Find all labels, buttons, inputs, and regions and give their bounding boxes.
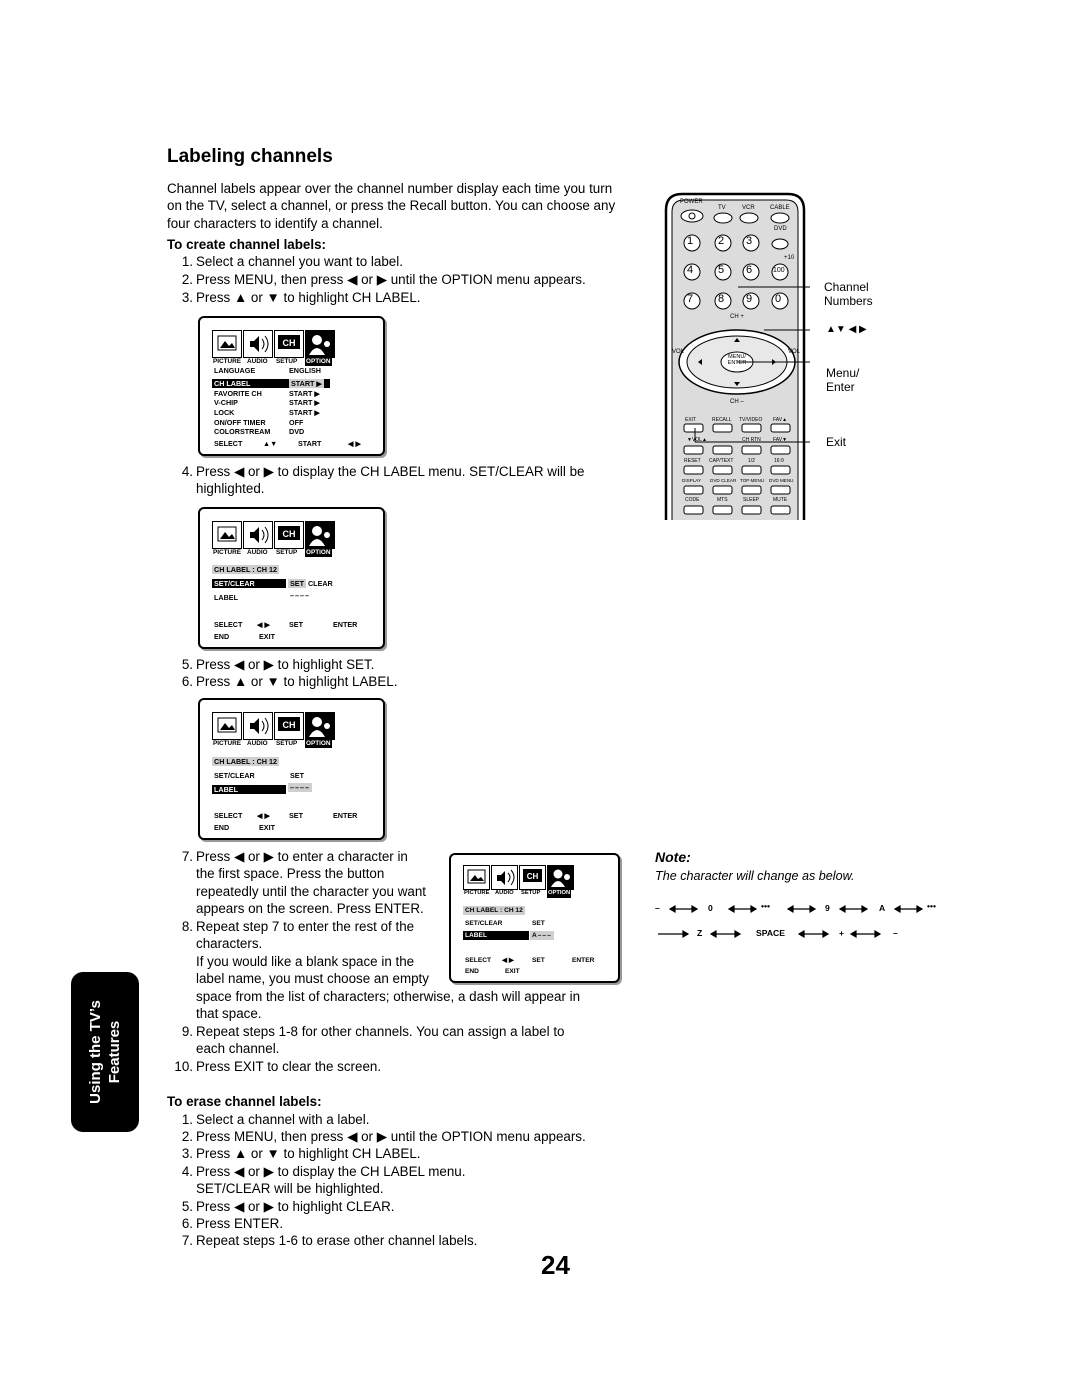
osd-label-setup: SETUP [276, 740, 298, 747]
remote-favup-label: FAV▲ [773, 417, 788, 423]
remote-vol-right-label: VOL [788, 349, 801, 355]
osd-label-option: OPTION [548, 890, 571, 896]
double-arrow-icons [655, 903, 955, 917]
char-9: 9 [825, 903, 830, 913]
footer-select: SELECT [214, 811, 243, 820]
osd-label-setup: SETUP [276, 358, 298, 365]
osd-label-picture: PICTURE [464, 890, 490, 896]
footer-leftright: ◀ ▶ [257, 620, 271, 629]
remote-volbar-label: ▼VOL▲ [687, 437, 707, 443]
label-value: –––– [290, 783, 310, 792]
remote-chplus-label: CH + [730, 314, 744, 320]
char-space: SPACE [756, 928, 785, 938]
page-title: Labeling channels [167, 146, 333, 167]
label-value: –––– [290, 591, 310, 600]
create-step-1: 1. Select a channel you want to label. [181, 254, 403, 269]
remote-dvdclear-label: DVD CLEAR [710, 478, 737, 483]
ch-label-title: CH LABEL : CH 12 [465, 907, 523, 914]
osd-label-audio: AUDIO [247, 358, 268, 365]
menu-item-v-chip: V-CHIP [214, 398, 238, 407]
side-tab-line-1: Using the TV’s [87, 1000, 104, 1104]
footer-set: SET [289, 620, 303, 629]
osd-option-menu [198, 316, 385, 456]
remote-mute-label: MUTE [773, 497, 788, 503]
remote-sleep-label: SLEEP [743, 497, 760, 503]
footer-select: SELECT [214, 439, 243, 448]
remote-captext-label: CAP/TEXT [709, 458, 734, 464]
setup-icon [274, 712, 304, 740]
osd-label-setup: SETUP [276, 549, 298, 556]
label-label: LABEL [214, 593, 238, 602]
digit-8: 8 [718, 293, 725, 305]
picture-icon [212, 330, 242, 358]
osd-ch-label-setclear [198, 507, 385, 649]
create-step-3: 3. Press ▲ or ▼ to highlight CH LABEL. [181, 290, 421, 305]
digit-7: 7 [687, 293, 694, 305]
digit-1: 1 [687, 235, 694, 247]
callout-menu-enter: Menu/ Enter [826, 366, 860, 394]
remote-mts-label: MTS [717, 497, 728, 503]
footer-select: SELECT [214, 620, 243, 629]
erase-step-6: 6. Press ENTER. [181, 1216, 284, 1231]
footer-end: END [465, 968, 479, 975]
footer-exit: EXIT [505, 968, 520, 975]
remote-vcr-label: VCR [742, 205, 755, 211]
create-step-9: 9. Repeat steps 1-8 for other channels. You can assign a label to each channel. [181, 1024, 565, 1057]
menu-value-colorstream: DVD [289, 427, 305, 436]
menu-value-favorite-ch: START ▶ [289, 389, 320, 398]
digit-3: 3 [746, 235, 753, 247]
menu-item-timer: ON/OFF TIMER [214, 418, 266, 427]
remote-tvvideo-label: TV/VIDEO [739, 417, 763, 423]
footer-exit: EXIT [259, 823, 275, 832]
callout-exit: Exit [826, 435, 847, 449]
digit-2: 2 [718, 235, 725, 247]
setup-icon [274, 521, 304, 549]
remote-chminus-label: CH – [730, 399, 744, 405]
svg-text:CH: CH [282, 529, 296, 539]
char-dash: – [655, 903, 660, 913]
footer-exit: EXIT [259, 632, 275, 641]
remote-vol-left-label: VOL [672, 349, 685, 355]
remote-plus10-label: +10 [784, 255, 795, 261]
erase-step-1: 1. Select a channel with a label. [181, 1112, 370, 1127]
option-icon [305, 521, 335, 549]
remote-power-label: POWER [680, 199, 703, 205]
digit-5: 5 [718, 264, 725, 276]
digit-0: 0 [775, 293, 782, 305]
footer-start: START [298, 439, 322, 448]
create-step-6: 6. Press ▲ or ▼ to highlight LABEL. [181, 674, 398, 689]
label-label: LABEL [212, 785, 286, 794]
osd-label-audio: AUDIO [495, 890, 514, 896]
create-step-7: 7. Press ◀ or ▶ to enter a character in the first space. Press the button repeatedly until the character you want appears on the screen. Press ENTER. [181, 849, 427, 917]
char-a: A [879, 903, 886, 913]
create-step-2: 2. Press MENU, then press ◀ or ▶ until the OPTION menu appears. [181, 272, 586, 287]
create-step-5: 5. Press ◀ or ▶ to highlight SET. [181, 657, 375, 672]
intro-paragraph: Channel labels appear over the channel number display each time you turn on the TV, select a channel, or press the Recall button. You can choose any four characters to identify a channel. [167, 181, 616, 231]
remote-control [660, 190, 810, 520]
footer-leftright: ◀ ▶ [348, 439, 362, 448]
option-icon [547, 865, 574, 890]
digit-9: 9 [746, 293, 753, 305]
set-clear-value: SET CLEAR [290, 579, 333, 588]
osd-icon-bar [463, 865, 587, 896]
option-icon [305, 712, 335, 740]
create-step-10: 10. Press EXIT to clear the screen. [174, 1059, 382, 1074]
audio-icon [243, 521, 273, 549]
osd-icon-bar [212, 521, 336, 556]
remote-display-label: DISPLAY [682, 478, 702, 483]
create-step-4: 4. Press ◀ or ▶ to display the CH LABEL menu. SET/CLEAR will be highlighted. [181, 464, 585, 497]
label-value: A––– [532, 932, 552, 939]
osd-label-picture: PICTURE [213, 358, 242, 365]
remote-dvd-label: DVD [774, 226, 787, 232]
footer-updown: ▲▼ [263, 439, 278, 448]
osd-label-audio: AUDIO [247, 740, 268, 747]
note-title: Note: [655, 849, 691, 865]
footer-set: SET [532, 957, 545, 964]
set-value: SET [290, 771, 304, 780]
setup-icon [519, 865, 546, 890]
osd-icon-bar [212, 712, 336, 747]
create-heading: To create channel labels: [167, 237, 327, 252]
label-label: LABEL [463, 931, 529, 940]
footer-end: END [214, 632, 230, 641]
remote-chrtn-label: CH RTN [742, 437, 761, 443]
audio-icon [243, 330, 273, 358]
note-text: The character will change as below. [655, 869, 855, 883]
char-dash-end: – [893, 928, 898, 938]
osd-icon-bar [212, 330, 336, 365]
footer-leftright: ◀ ▶ [502, 957, 514, 964]
erase-heading: To erase channel labels: [167, 1094, 322, 1109]
remote-tv-label: TV [718, 205, 726, 211]
menu-value-ch-label: START ▶ [291, 379, 322, 388]
osd-label-setup: SETUP [521, 890, 541, 896]
set-clear-label: SET/CLEAR [212, 579, 286, 588]
osd-label-option: OPTION [306, 549, 331, 556]
page-number: 24 [541, 1250, 570, 1280]
remote-169-label: 16:9 [774, 458, 784, 464]
remote-exit-label: EXIT [685, 417, 697, 423]
remote-half-label: 1/2 [748, 458, 755, 464]
footer-enter: ENTER [333, 811, 358, 820]
menu-value-v-chip: START ▶ [289, 398, 320, 407]
audio-icon [243, 712, 273, 740]
erase-step-5: 5. Press ◀ or ▶ to highlight CLEAR. [181, 1199, 395, 1214]
svg-text:CH: CH [526, 872, 539, 881]
option-icon [305, 330, 335, 358]
footer-enter: ENTER [572, 957, 595, 964]
remote-menu-enter-label: MENU/ ENTER [727, 354, 747, 366]
side-tab-line-2: Features [106, 1020, 123, 1084]
erase-step-2: 2. Press MENU, then press ◀ or ▶ until the OPTION menu appears. [181, 1129, 586, 1144]
menu-item-colorstream: COLORSTREAM [214, 427, 271, 436]
menu-value-timer: OFF [289, 418, 304, 427]
remote-dvdmenu-label: DVD MENU [769, 478, 794, 483]
remote-topmenu-label: TOP MENU [740, 478, 765, 483]
create-step-8: 8. Repeat step 7 to enter the rest of the characters. If you would like a blank space in the label name, you must choose an empty space from the list of characters; otherwise, a dash will appear in that space. [181, 919, 581, 1021]
menu-value-lock: START ▶ [289, 408, 320, 417]
remote-reset-label: RESET [684, 458, 701, 464]
footer-select: SELECT [465, 957, 492, 964]
char-0: 0 [708, 903, 713, 913]
set-clear-label: SET/CLEAR [214, 771, 255, 780]
char-ellipsis-2: ••• [927, 901, 937, 911]
char-plus: + [839, 928, 845, 938]
svg-text:CH: CH [282, 338, 296, 348]
callout-channel-numbers: Channel Numbers [824, 280, 873, 308]
osd-label-picture: PICTURE [213, 740, 242, 747]
erase-step-7: 7. Repeat steps 1-6 to erase other channel labels. [181, 1233, 478, 1248]
section-side-tab [71, 972, 139, 1132]
ch-label-title: CH LABEL : CH 12 [214, 757, 277, 766]
char-ellipsis: ••• [761, 901, 771, 911]
erase-step-4: 4. Press ◀ or ▶ to display the CH LABEL menu. SET/CLEAR will be highlighted. [181, 1164, 466, 1197]
footer-enter: ENTER [333, 620, 358, 629]
char-z: Z [697, 928, 703, 938]
picture-icon [212, 521, 242, 549]
erase-step-3: 3. Press ▲ or ▼ to highlight CH LABEL. [181, 1146, 421, 1161]
digit-100: 100 [773, 267, 785, 274]
remote-cable-label: CABLE [770, 205, 790, 211]
footer-set: SET [289, 811, 303, 820]
remote-code-label: CODE [685, 497, 700, 503]
picture-icon [463, 865, 490, 890]
svg-text:CH: CH [282, 720, 296, 730]
osd-label-option: OPTION [306, 358, 331, 365]
footer-leftright: ◀ ▶ [257, 811, 271, 820]
footer-end: END [214, 823, 230, 832]
menu-item-lock: LOCK [214, 408, 235, 417]
callout-arrows: ▲▼ ◀ ▶ [826, 324, 867, 335]
double-arrow-icons [655, 928, 915, 942]
osd-ch-label-entry [449, 853, 620, 983]
picture-icon [212, 712, 242, 740]
menu-value-language: ENGLISH [289, 366, 321, 375]
osd-label-audio: AUDIO [247, 549, 268, 556]
ch-label-title: CH LABEL : CH 12 [214, 565, 277, 574]
setup-icon [274, 330, 304, 358]
remote-favdown-label: FAV▼ [773, 437, 788, 443]
digit-4: 4 [687, 264, 694, 276]
digit-6: 6 [746, 264, 753, 276]
osd-label-option: OPTION [306, 740, 331, 747]
remote-recall-label: RECALL [712, 417, 732, 423]
menu-item-favorite-ch: FAVORITE CH [214, 389, 262, 398]
osd-ch-label-label [198, 698, 385, 840]
menu-item-ch-label: CH LABEL [214, 379, 251, 388]
menu-item-language: LANGUAGE [214, 366, 256, 375]
set-value: SET [532, 920, 545, 927]
audio-icon [491, 865, 518, 890]
osd-label-picture: PICTURE [213, 549, 242, 556]
set-clear-label: SET/CLEAR [465, 920, 503, 927]
